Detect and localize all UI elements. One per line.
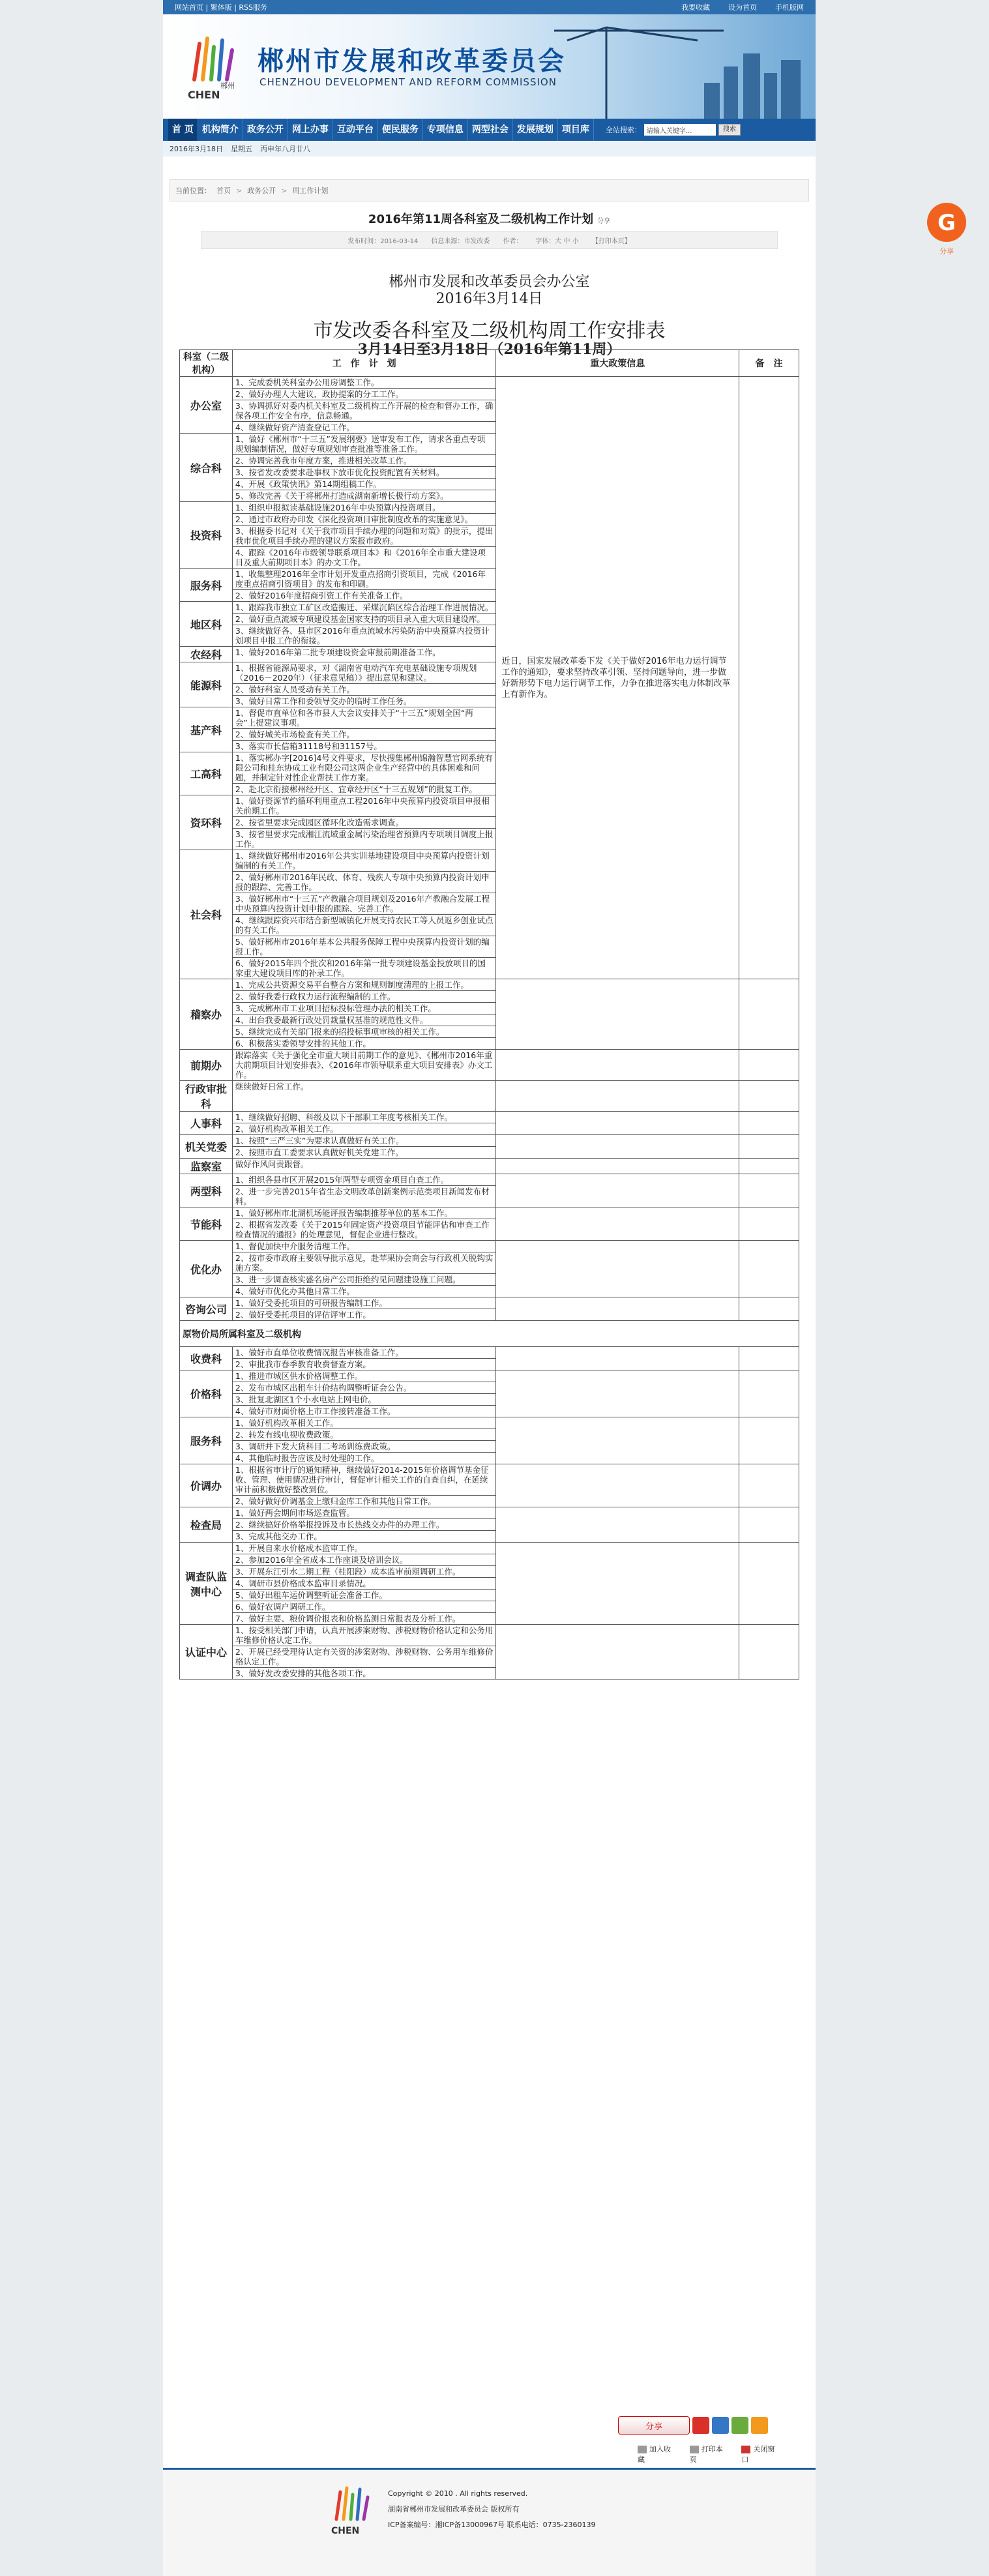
schedule-title: 市发改委各科室及二级机构周工作安排表	[313, 319, 666, 342]
work-plan-cell	[232, 1174, 496, 1207]
svg-text:G: G	[937, 210, 956, 236]
share-widget[interactable]	[923, 199, 970, 258]
work-item: 2、做好郴州市2016年民政、体育、残疾人专项中央预算内投资计划申报的跟踪、完善工作。	[233, 872, 496, 893]
footer-text	[388, 2486, 596, 2533]
department-cell: 机关党委	[180, 1135, 233, 1159]
nav-two-type-society[interactable]: 两型社会	[468, 119, 513, 141]
work-item: 2、开展已经受理待认定有关资的涉案财物、涉税财物、公务用车维修价格认定工作。	[233, 1646, 496, 1668]
work-item: 1、完成公共资源交易平台整合方案和规则制度清理的上报工作。	[233, 979, 496, 991]
work-item: 1、做好受委托项目的可研报告编制工作。	[233, 1297, 496, 1309]
publish-time: 发布时间：2016-03-14	[347, 237, 419, 245]
remarks-cell	[739, 1417, 799, 1464]
work-item: 2、做好机构改革相关工作。	[235, 1124, 338, 1134]
work-item: 1、按受相关部门申请，认真开展涉案财物、涉税财物价格认定和公务用车维修价格认定工作。	[233, 1625, 496, 1646]
share-icon	[923, 199, 970, 258]
work-item: 2、做好科室人员受动有关工作。	[233, 684, 496, 696]
print-link[interactable]: 【打印本页】	[591, 237, 631, 245]
department-cell: 服务科	[180, 1417, 233, 1464]
work-plan-cell	[232, 1241, 496, 1297]
footer-org: 湖南省郴州市发展和改革委员会 版权所有	[388, 2505, 520, 2513]
breadcrumb-weekly-plan[interactable]: 周工作计划	[292, 186, 329, 195]
work-item: 4、开展《政策快讯》第14期组稿工作。	[233, 479, 496, 490]
work-item: 4、其他临时报告应该及时处理的工作。	[235, 1453, 379, 1463]
work-item: 4、跟踪《2016年市级领导联系项目本》和《2016年全市重大建设项目及重大前期项目本》的办文工作。	[235, 548, 486, 567]
table-row	[180, 1135, 799, 1159]
work-item: 2、根据省发改委《关于2015年固定资产投资项目节能评估和审查工作检查情况的通报》的处理意见，督促企业进行整改。	[235, 1220, 490, 1239]
policy-info-cell	[496, 1507, 739, 1543]
work-item: 2、赴北京衔接郴州经开区、宜章经开区“十三五规划”的批复工作。	[235, 784, 477, 794]
department-cell: 资环科	[180, 795, 233, 850]
work-item: 1、继续做好郴州市2016年公共实训基地建设项目中央预算内投资计划编制的有关工作。	[233, 850, 496, 872]
table-row	[180, 1112, 799, 1135]
work-plan-cell	[232, 662, 496, 707]
work-item: 1、做好资源节约循环利用重点工程2016年中央预算内投资项目申报相关前期工作。	[233, 795, 496, 817]
current-weekday: 星期五	[231, 145, 252, 153]
work-plan-cell	[232, 1507, 496, 1543]
work-item: 1、按照“三严三实”为要求认真做好有关工作。	[233, 1135, 496, 1147]
section-row	[180, 1321, 799, 1347]
department-cell: 工高科	[180, 752, 233, 795]
department-cell: 价调办	[180, 1464, 233, 1507]
work-item: 4、继续做好资产清查登记工作。	[235, 422, 355, 432]
work-item: 3、做好郴州市“十三五”产教融合项目规划及2016年产教融合发展工程中央预算内投资计划申报的跟踪、完善工作。	[233, 893, 496, 915]
nav-special-info[interactable]: 专项信息	[423, 119, 468, 141]
top-utility-bar	[163, 0, 816, 14]
work-item: 1、完成委机关科室办公用房调整工作。	[233, 377, 496, 389]
excel-icon[interactable]	[731, 2417, 748, 2434]
pdf-icon[interactable]	[692, 2417, 709, 2434]
remarks-cell	[739, 1464, 799, 1507]
work-item: 2、做好做好价调基金上缴归金库工作和其他日常工作。	[235, 1496, 436, 1506]
department-cell: 优化办	[180, 1241, 233, 1297]
table-row	[180, 1207, 799, 1241]
info-source: 信息来源：市发改委	[431, 237, 490, 245]
site-banner	[163, 14, 816, 119]
nav-project-library[interactable]: 项目库	[558, 119, 594, 141]
department-cell: 基产科	[180, 707, 233, 752]
department-cell: 前期办	[180, 1050, 233, 1081]
remarks-cell	[739, 1159, 799, 1174]
work-item: 3、做好日常工作和委领导交办的临时工作任务。	[235, 696, 412, 706]
work-plan-cell	[232, 707, 496, 752]
policy-info-cell	[496, 1417, 739, 1464]
work-item: 1、做好2016年第二批专项建设资金审报前期准备工作。	[235, 647, 441, 657]
tool-links	[618, 2444, 778, 2465]
add-favorite-link[interactable]: 加入收藏	[638, 2445, 671, 2464]
nav-online-services[interactable]: 网上办事	[288, 119, 333, 141]
policy-info-cell: 近日，国家发展改革委下发《关于做好2016年电力运行调节工作的通知》，要求坚持改革引领、坚持问题导向，进一步做好新形势下电力运行调节工作，力争在推进落实电力体制改革上有新作为。	[496, 377, 739, 979]
table-body	[180, 377, 799, 1680]
table-row	[180, 1370, 799, 1417]
work-item: 1、做好市直单位收费情况报告审核准备工作。	[233, 1347, 496, 1359]
footer-copyright: Copyright © 2010 . All rights reserved.	[388, 2489, 528, 2498]
work-item: 5、修改完善《关于将郴州打造成湖南新增长极行动方案》。	[235, 491, 449, 501]
table-row	[180, 1050, 799, 1081]
table-row	[180, 1347, 799, 1370]
policy-info-cell	[496, 1370, 739, 1417]
department-cell: 人事科	[180, 1112, 233, 1135]
department-cell: 投资科	[180, 502, 233, 569]
table-row	[180, 1417, 799, 1464]
site-subtitle: CHENZHOU DEVELOPMENT AND REFORM COMMISSION	[259, 76, 557, 88]
lunar-date: 丙申年八月廿八	[260, 145, 310, 153]
work-item: 2、参加2016年全省成本工作座谈及培训会议。	[233, 1554, 496, 1566]
work-item: 跟踪落实《关于强化全市重大项目前期工作的意见》、《郴州市2016年重大前期项目计划安排表》、《2016年市领导联系重大项目安排表》办文工作。	[235, 1050, 493, 1080]
close-icon	[741, 2446, 750, 2453]
work-item: 3、根据委书记对《关于我市项目手续办理的问题和对策》的批示，提出我市优化项目手续办理的建议方案报市政府。	[233, 526, 496, 547]
plus-icon[interactable]	[751, 2417, 768, 2434]
share-widget-label: 分享	[939, 247, 954, 256]
work-item: 做好作风问责跟督。	[235, 1159, 309, 1169]
department-cell: 农经科	[180, 647, 233, 662]
site-logo-icon[interactable]	[181, 31, 246, 102]
work-item: 3、开展东江引水二期工程（桂阳段）成本监审前期调研工作。	[233, 1566, 496, 1578]
mobile-link[interactable]: 手机版网	[775, 3, 804, 12]
work-item: 1、督促加快中介服务清理工作。	[233, 1241, 496, 1252]
work-item: 1、推进市城区供水价格调整工作。	[233, 1370, 496, 1382]
work-item: 3、协调抓好对委内机关科室及二级机构工作开展的检查和督办工作，确保各项工作安全有序，信息畅通。	[233, 400, 496, 422]
work-item: 2、做好我委行政权力运行流程编制的工作。	[233, 991, 496, 1003]
weekly-schedule-table	[179, 349, 799, 1680]
department-cell: 稽察办	[180, 979, 233, 1050]
table-row	[180, 1464, 799, 1507]
article-title: 2016年第11周各科室及二级机构工作计划	[368, 213, 594, 226]
search-label: 全站搜索：	[605, 126, 642, 134]
article-meta-bar	[201, 231, 778, 249]
logo-text: 郴州	[220, 81, 235, 90]
department-cell: 监察室	[180, 1159, 233, 1174]
work-item: 3、做好发改委安排的其他各项工作。	[235, 1668, 371, 1678]
nav-interaction[interactable]: 互动平台	[333, 119, 378, 141]
table-row	[180, 1159, 799, 1174]
table-row	[180, 979, 799, 1050]
remarks-cell	[739, 1207, 799, 1241]
policy-info-cell	[496, 1464, 739, 1507]
date-bar	[163, 141, 816, 156]
work-item: 5、继续完成有关部门报来的招投标事项审核的相关工作。	[233, 1026, 496, 1038]
author: 作者：	[503, 237, 523, 245]
department-cell: 认证中心	[180, 1625, 233, 1680]
work-item: 1、做好两会期间市场巡查监管。	[233, 1507, 496, 1519]
department-cell: 咨询公司	[180, 1297, 233, 1321]
breadcrumb-home[interactable]: 首页	[216, 186, 231, 195]
breadcrumb-prefix: 当前位置：	[175, 186, 211, 195]
remarks-cell	[739, 1507, 799, 1543]
svg-text:CHEN: CHEN	[331, 2526, 360, 2536]
work-plan-cell	[232, 602, 496, 647]
work-item: 2、审批我市春季教育收费督查方案。	[235, 1359, 371, 1369]
table-row	[180, 1081, 799, 1112]
work-plan-cell	[232, 1297, 496, 1321]
work-plan-cell	[232, 502, 496, 569]
department-cell: 调查队监测中心	[180, 1543, 233, 1625]
work-plan-cell	[232, 752, 496, 795]
remarks-cell	[739, 1347, 799, 1370]
work-item: 2、进一步完善2015年省生态文明改革创新案例示范类项目新闻发布材料。	[235, 1187, 490, 1206]
work-item: 3、落实市长信箱31118号和31157号。	[235, 741, 382, 751]
work-plan-cell	[232, 647, 496, 662]
header-policy-info: 重大政策信息	[496, 350, 739, 377]
work-item: 4、出台我委最新行政处罚裁量权基准的规范性文件。	[233, 1014, 496, 1026]
table-row	[180, 1507, 799, 1543]
department-cell: 办公室	[180, 377, 233, 434]
work-plan-cell	[232, 1081, 496, 1112]
work-item: 2、按市委市政府主要领导批示意见，赴苹果协会商会与行政机关脱钩实施方案。	[233, 1252, 496, 1274]
article-share-tag[interactable]: 分享	[597, 218, 611, 225]
remarks-cell	[739, 1241, 799, 1297]
nav-about[interactable]: 机构简介	[198, 119, 243, 141]
header-department: 科室（二级机构）	[180, 350, 233, 377]
department-cell: 检查局	[180, 1507, 233, 1543]
department-cell: 地区科	[180, 602, 233, 647]
work-item: 3、完成其他交办工作。	[235, 1532, 322, 1541]
work-plan-cell	[232, 1112, 496, 1135]
work-item: 1、组织各县市区开展2015年两型专项资金项目自查工作。	[233, 1174, 496, 1186]
table-row	[180, 377, 799, 434]
table-row	[180, 1297, 799, 1321]
banner-skyline-illustration	[528, 14, 816, 119]
department-cell: 服务科	[180, 569, 233, 602]
policy-info-cell	[496, 1050, 739, 1081]
department-cell: 节能科	[180, 1207, 233, 1241]
work-item: 5、做好出租车运价调整听证会准备工作。	[233, 1590, 496, 1601]
work-plan-cell	[232, 1207, 496, 1241]
site-search	[606, 124, 741, 136]
work-item: 2、做好受委托项目的评估评审工作。	[235, 1310, 371, 1320]
policy-info-cell	[496, 1207, 739, 1241]
work-item: 1、做好郴州市北湖机场能评报告编制推荐单位的基本工作。	[233, 1207, 496, 1219]
search-button[interactable]: 搜索	[718, 124, 741, 136]
set-homepage-link[interactable]: 设为首页	[728, 3, 757, 12]
word-icon[interactable]	[712, 2417, 729, 2434]
work-item: 3、按省发改委要求赴事权下放市优化投资配置有关材料。	[233, 467, 496, 479]
font-size-switch[interactable]: 字体：大 中 小	[535, 237, 579, 245]
work-plan-cell	[232, 795, 496, 850]
department-cell: 综合科	[180, 434, 233, 502]
policy-info-cell	[496, 1241, 739, 1297]
policy-info-cell	[496, 1112, 739, 1135]
work-item: 4、做好市优化办其他日常工作。	[235, 1286, 355, 1296]
work-item: 1、开展自来水价格成本监审工作。	[233, 1543, 496, 1554]
department-cell: 社会科	[180, 850, 233, 979]
policy-info-cell	[496, 1174, 739, 1207]
policy-info-cell	[496, 1081, 739, 1112]
remarks-cell	[739, 1543, 799, 1625]
work-item: 2、继续搞好价格举报投诉及市长热线交办件的办理工作。	[233, 1519, 496, 1531]
work-item: 1、根据省能源局要求，对《湖南省电动汽车充电基础设施专项规划（2016－2020年）（征求意见稿）》提出意见和建议。	[233, 662, 496, 684]
work-item: 4、做好市财面价格上市工作接转准备工作。	[235, 1406, 396, 1416]
footer-address: ICP备案编号：湘ICP备13000967号 联系电话：0735-2360139	[388, 2521, 596, 2529]
policy-info-cell	[496, 1159, 739, 1174]
work-item: 2、做好办理人大建议、政协提案的分工工作。	[233, 389, 496, 400]
work-item: 4、调研市县价格成本监审目录情况。	[233, 1578, 496, 1590]
remarks-cell	[739, 1370, 799, 1417]
work-item: 4、继续跟踪资兴市结合新型城镇化开展支持农民工等人员返乡创业试点的有关工作。	[233, 915, 496, 936]
department-cell: 能源科	[180, 662, 233, 707]
nav-development-plan[interactable]: 发展规划	[513, 119, 558, 141]
policy-info-cell	[496, 979, 739, 1050]
document-date: 2016年3月14日	[435, 291, 543, 307]
work-item: 1、做好《郴州市“十三五”发展纲要》送审发布工作，请求各重点专项规划编制情况，做好专项规划审查批准等准备工作。	[233, 434, 496, 455]
department-cell: 收费科	[180, 1347, 233, 1370]
work-plan-cell	[232, 1625, 496, 1680]
article-toolbar	[618, 2416, 778, 2465]
work-item: 2、做好2016年度招商引资工作有关准备工作。	[235, 591, 408, 600]
close-window-link[interactable]: 关闭窗口	[741, 2445, 775, 2464]
policy-info-cell	[496, 1297, 739, 1321]
article-title-row	[163, 210, 816, 227]
work-item: 3、继续做好各、县市区2016年重点流域水污染防治中央预算内投资计划项目申报工作的衔接。	[235, 626, 490, 645]
work-item: 3、批复北湖区1个小水电站上网电价。	[233, 1394, 496, 1406]
table-header-row	[180, 350, 799, 377]
table-row	[180, 1241, 799, 1297]
work-item: 2、通过市政府办印发《深化投资项目审批制度改革的实施意见》。	[233, 514, 496, 526]
work-item: 2、按省里要求完成园区循环化改造需求调查。	[233, 817, 496, 829]
nav-home[interactable]: 首 页	[168, 119, 198, 141]
work-plan-cell	[232, 1543, 496, 1625]
remarks-cell	[739, 1297, 799, 1321]
table-row	[180, 1625, 799, 1680]
site-footer	[163, 2468, 816, 2576]
remarks-cell	[739, 377, 799, 979]
main-nav	[163, 119, 816, 141]
nav-public-affairs[interactable]: 政务公开	[243, 119, 288, 141]
footer-logo-icon	[326, 2481, 378, 2537]
work-plan-cell	[232, 1370, 496, 1417]
work-item: 3、完成郴州市工业项目招标投标管理办法的相关工作。	[233, 1003, 496, 1014]
share-row	[618, 2416, 778, 2435]
work-item: 继续做好日常工作。	[235, 1082, 309, 1091]
table-row	[180, 1174, 799, 1207]
print-page-link[interactable]: 打印本页	[689, 2445, 723, 2464]
breadcrumb: 当前位置： 首页 > 政务公开 > 周工作计划	[170, 179, 809, 201]
work-plan-cell	[232, 1347, 496, 1370]
work-plan-cell	[232, 1050, 496, 1081]
remarks-cell	[739, 1174, 799, 1207]
work-item: 1、组织申报拟读基础设施2016年中央预算内投资项目。	[233, 502, 496, 514]
work-item: 1、督促市直单位和各市县人大会议安排关于“十三五”规划全国“两会”上提建议事项。	[233, 707, 496, 729]
current-date: 2016年3月18日	[170, 145, 223, 153]
work-item: 6、积极落实委领导安排的其他工作。	[235, 1039, 371, 1048]
bookmark-link[interactable]: 我要收藏	[681, 3, 710, 12]
work-plan-cell	[232, 1159, 496, 1174]
work-plan-cell	[232, 1135, 496, 1159]
table-row	[180, 1543, 799, 1625]
page-wrapper	[163, 0, 956, 2576]
document-org: 郴州市发展和改革委员会办公室	[389, 274, 590, 290]
department-cell: 价格科	[180, 1370, 233, 1417]
work-item: 3、调研并下发大货科目二考场训练费政策。	[233, 1441, 496, 1453]
work-item: 1、根据省审计厅的通知精神，继续做好2014-2015年价格调节基金征收、管理、使用情况进行审计，督促审计相关工作的自查自纠，在延续审计前积极做好整改到位。	[233, 1464, 496, 1496]
remarks-cell	[739, 1112, 799, 1135]
work-item: 3、进一步调查核实盛名房产公司拒绝约见问题建设施工问题。	[233, 1274, 496, 1286]
work-item: 1、收集整理2016年全市计划开发重点招商引资项目，完成《2016年度重点招商引资项目》的发布和印刷。	[233, 569, 496, 590]
work-item: 2、协调完善我市年度方案，推进相关改革工作。	[233, 455, 496, 467]
work-item: 3、按省里要求完成湘江流域重金属污染治理省预算内专项项目调度上报工作。	[235, 829, 494, 849]
policy-info-cell	[496, 1543, 739, 1625]
department-cell: 行政审批科	[180, 1081, 233, 1112]
work-item: 6、做好2015年四个批次和2016年第一批专项建设基金投放项目的国家重大建设项目库的补录工作。	[235, 958, 486, 978]
work-item: 1、跟踪我市独立工矿区改造搬迁、采煤沉陷区综合治理工作进展情况。	[233, 602, 496, 614]
header-work-plan: 工 作 计 划	[232, 350, 496, 377]
printer-icon	[690, 2446, 699, 2453]
remarks-cell	[739, 1625, 799, 1680]
work-plan-cell	[232, 1417, 496, 1464]
share-button[interactable]: 分享	[618, 2416, 690, 2435]
search-input[interactable]: 请输入关键字...	[644, 124, 716, 136]
policy-info-cell	[496, 1347, 739, 1370]
work-plan-cell	[232, 850, 496, 979]
work-item: 2、转发有线电视收费政策。	[233, 1429, 496, 1441]
work-item: 1、落实郴办字[2016]4号文件要求，尽快搜集郴州锦瀚智慧官网系统有限公司和桂东协成工业有限公司这两企业生产经营中的具体困难和问题，并制定针对性企业帮扶工作方案。	[233, 752, 496, 784]
breadcrumb-public-affairs[interactable]: 政务公开	[247, 186, 276, 195]
work-plan-cell	[232, 569, 496, 602]
work-plan-cell	[232, 377, 496, 434]
site-title: 郴州市发展和改革委员会	[258, 46, 566, 76]
document-header	[163, 274, 816, 357]
work-plan-cell	[232, 979, 496, 1050]
section-label: 原物价局所属科室及二级机构	[180, 1321, 799, 1347]
work-plan-cell	[232, 1464, 496, 1507]
remarks-cell	[739, 1081, 799, 1112]
work-item: 2、做好重点流域专项建设基金国家支持的项目录入重大项目建设库。	[233, 614, 496, 625]
logo-en: CHEN	[188, 89, 220, 101]
policy-info-cell	[496, 1625, 739, 1680]
work-item: 1、做好机构改革相关工作。	[233, 1417, 496, 1429]
department-cell: 两型科	[180, 1174, 233, 1207]
header-remarks: 备 注	[739, 350, 799, 377]
top-left-links[interactable]: 网站首页 | 繁体版 | RSS服务	[175, 3, 268, 12]
schedule-subtitle: 3月14日至3月18日（2016年第11周）	[357, 341, 621, 358]
work-item: 5、做好郴州市2016年基本公共服务保障工程中央预算内投资计划的编报工作。	[233, 936, 496, 958]
work-item: 2、发布市城区出租车计价结构调整听证会公告。	[233, 1382, 496, 1394]
remarks-cell	[739, 979, 799, 1050]
policy-info-cell	[496, 1135, 739, 1159]
work-item: 2、按照市直工委要求认真做好机关党建工作。	[235, 1147, 404, 1157]
nav-public-services[interactable]: 便民服务	[378, 119, 423, 141]
star-icon	[638, 2446, 647, 2453]
remarks-cell	[739, 1050, 799, 1081]
work-item: 1、继续做好招聘、科级及以下干部职工年度考核相关工作。	[233, 1112, 496, 1123]
remarks-cell	[739, 1135, 799, 1159]
work-item: 2、做好城关市场检查有关工作。	[233, 729, 496, 741]
work-plan-cell	[232, 434, 496, 502]
work-item: 6、做好农调户调研工作。	[233, 1601, 496, 1613]
work-item: 7、做好主要、粮价调价报表和价格监测日常报表及分析工作。	[235, 1614, 461, 1623]
